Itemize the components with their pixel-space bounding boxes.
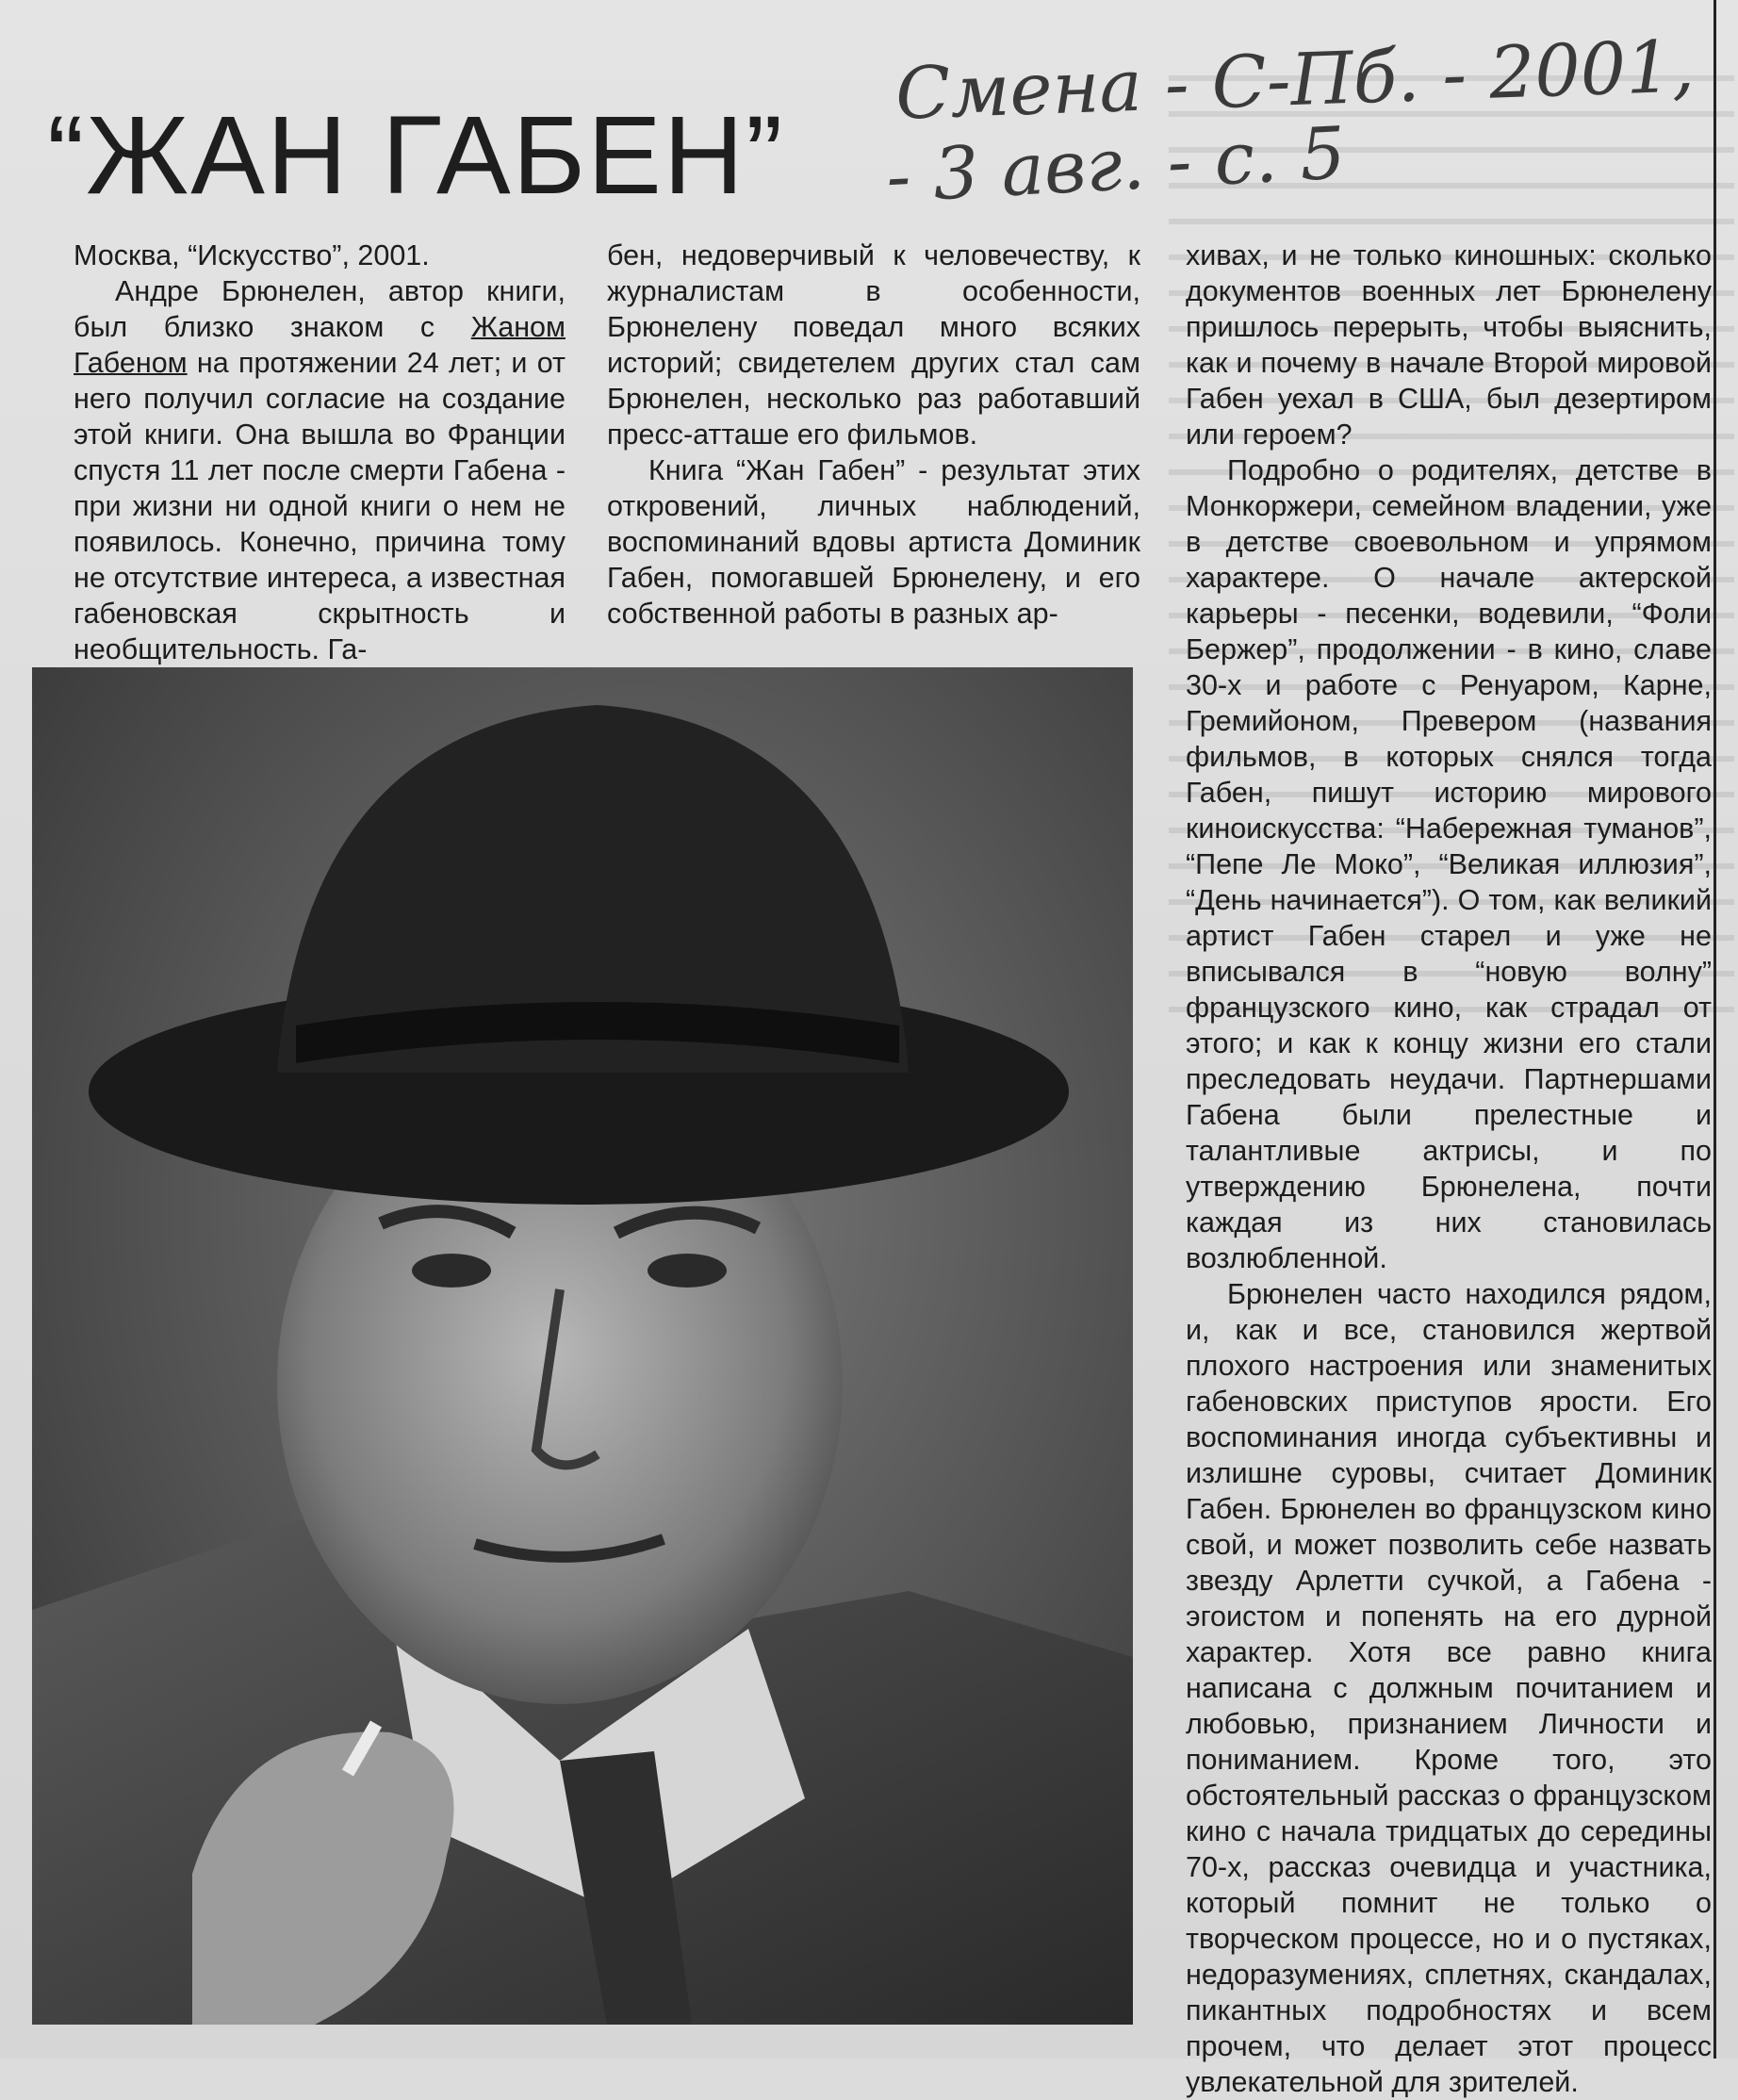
article-column-3 xyxy=(1186,238,1712,2098)
article-paragraph: Брюнелен часто находился рядом, и, как и все, становился жертвой плохого настроения или знаменитых габеновских приступов ярости. Его воспоминания иногда субъективны и излишне суровы, считает Доминик Габен. Брюнелен во французском кино свой, и может позволить себе назвать звезду Арлетти сучкой, а Габена - эгоистом и попенять на его дурной характер. Хотя все равно книга написана с должным почитанием и любовью, признанием Личности и пониманием. Кроме того, это обстоятельный рассказ о французском кино с начала тридцатых до середины 70-х, рассказ очевидца и участника, который помнит не только о творческом процессе, но и о пустяках, недоразумениях, сплетнях, скандалах, пикантных подробностях и всем прочем, что делает этот процесс увлекательной для зрителей. xyxy=(1186,1278,1712,2098)
portrait-photo xyxy=(32,667,1133,2025)
article-column-2 xyxy=(607,238,1140,633)
handwritten-source-note-line1: Смена - С-Пб. - 2001, xyxy=(894,24,1697,136)
article-paragraph: бен, недоверчивый к человечеству, к журналистам в особенности, Брюнелену поведал много всяких историй; свидетелем других стал сам Брюнелен, несколько раз работавший пресс-атташе его фильмов. xyxy=(607,239,1140,451)
column-rule xyxy=(1713,0,1716,2059)
article-paragraph: Книга “Жан Габен” - результат этих откровений, личных наблюдений, воспоминаний вдовы артиста Доминик Габен, помогавшей Брюнелену, и его собственной работы в разных ар- xyxy=(607,454,1140,630)
underlined-name: Жаном Габеном xyxy=(74,311,566,379)
article-column-1 xyxy=(74,238,566,665)
portrait-illustration xyxy=(32,667,1133,2025)
article-paragraph: Подробно о родителях, детстве в Монкоржери, семейном владении, уже в детстве своевольном и упрямом характере. О начале актерской карьеры - песенки, водевили, “Фоли Бержер”, продолжении - в кино, славе 30-х и работе с Ренуаром, Карне, Гремийоном, Превером (названия фильмов, в которых снялся тогда Габен, пишут историю мирового киноискусства: “Набережная туманов”, “Пепе Ле Моко”, “Великая иллюзия”, “День начинается”). О том, как великий артист Габен старел и уже не вписывался в “новую волну” французского кино, как страдал от этого; и как к концу жизни его стали преследовать неудачи. Партнершами Габена были прелестные и талантливые актрисы, и по утверждению Брюнелена, почти каждая из них становилась возлюбленной. xyxy=(1186,454,1712,1274)
article-publisher-line: Москва, “Искусство”, 2001. xyxy=(74,239,430,271)
handwritten-source-note-line2: - 3 авг. - с. 5 xyxy=(884,110,1348,219)
article-paragraph: Андре Брюнелен, автор книги, был близко знаком с Жаном Габеном на протяжении 24 лет; и от него получил согласие на создание этой книги. Она вышла во Франции спустя 11 лет после смерти Габена - при жизни ни одной книги о нем не появилось. Конечно, причина тому не отсутствие интереса, а известная габеновская скрытность и необщительность. Га- xyxy=(74,275,566,665)
article-headline: “ЖАН ГАБЕН” xyxy=(47,93,785,218)
article-paragraph: хивах, и не только киношных: сколько документов военных лет Брюнелену пришлось перерыть, чтобы выяснить, как и почему в начале Второй мировой Габен уехал в США, был дезертиром или героем? xyxy=(1186,239,1712,451)
